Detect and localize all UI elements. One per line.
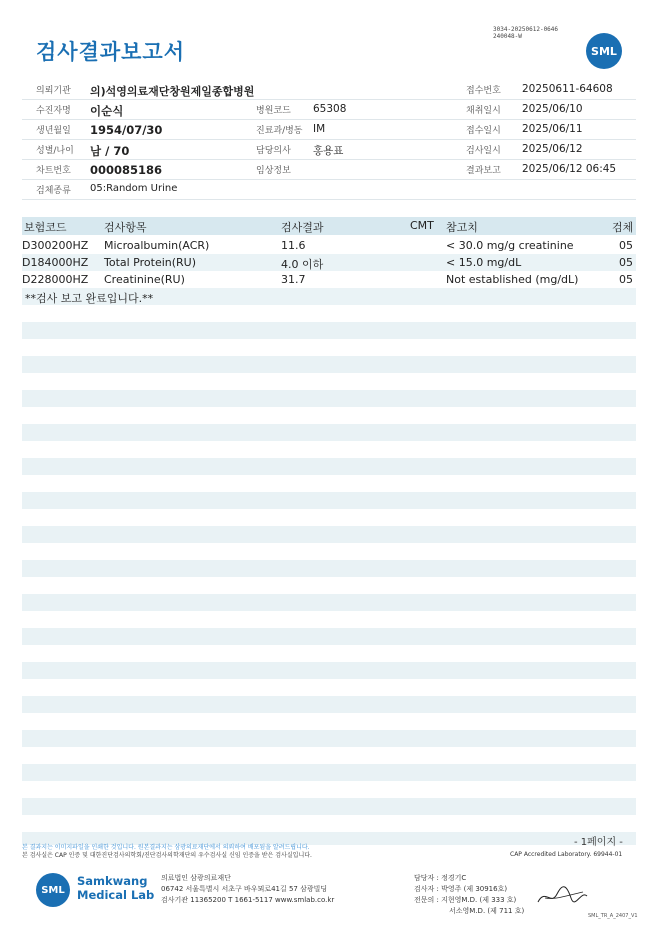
form-code: SML_TR_A_2407_V1 — [588, 913, 638, 919]
empty-row-band — [22, 526, 636, 543]
info-row — [22, 79, 636, 100]
receipt-no: 20250611-64608 — [522, 83, 613, 95]
table-row — [22, 288, 636, 305]
doctor-label: 담당의사 — [256, 146, 291, 156]
empty-row-band — [22, 356, 636, 373]
birth-date: 1954/07/30 — [90, 123, 163, 137]
row-code: D300200HZ — [22, 239, 89, 252]
collection-date: 2025/06/10 — [522, 103, 583, 115]
row-specimen: 05 — [619, 273, 633, 286]
row-result: 4.0 이하 — [281, 258, 324, 271]
row-item: Creatinine(RU) — [104, 273, 185, 286]
empty-row-band — [22, 390, 636, 407]
examinee-name: 이순식 — [90, 104, 124, 118]
page-number: - 1페이지 - — [574, 837, 623, 848]
empty-row-band — [22, 764, 636, 781]
org-address: 06742 서울특별시 서초구 바우뫼로41길 57 삼광빌딩 — [161, 885, 328, 893]
brand-line1: Samkwang — [77, 874, 148, 888]
table-row — [22, 254, 636, 271]
report-date: 2025/06/12 06:45 — [522, 163, 617, 175]
staff-line: 전문의 : 지현영M.D. (제 333 호) — [414, 896, 517, 904]
empty-row-band — [22, 628, 636, 645]
document-code-line2: 240048-W — [493, 33, 522, 40]
row-item: Microalbumin(ACR) — [104, 239, 210, 252]
empty-row-band — [22, 662, 636, 679]
receipt-date: 2025/06/11 — [522, 123, 583, 135]
row-item: Total Protein(RU) — [104, 256, 197, 269]
row-specimen: 05 — [619, 256, 633, 269]
hospital-code-label: 병원코드 — [256, 106, 291, 116]
doctor: 홍용표 — [313, 145, 344, 157]
info-row — [22, 179, 636, 200]
results-table-header — [22, 217, 636, 235]
empty-row-band — [22, 492, 636, 509]
dept: IM — [313, 123, 326, 135]
empty-row-band — [22, 458, 636, 475]
row-code: D184000HZ — [22, 256, 89, 269]
table-row — [22, 237, 636, 254]
footer-disclaimer: 본 결과지는 이미지파일을 인쇄한 것입니다. 원본결과지는 삼광의료재단에서 의뢰하여 배포됨을 알려드립니다. — [22, 844, 310, 851]
brand-line2: Medical Lab — [77, 888, 155, 902]
document-code-line1: 3034-20250612-0646 — [493, 26, 559, 33]
clinical-info-label: 임상정보 — [256, 166, 291, 176]
completion-note: **검사 보고 완료입니다.** — [25, 292, 154, 305]
info-row — [22, 119, 636, 140]
empty-row-band — [22, 730, 636, 747]
table-row — [22, 271, 636, 288]
birth-label: 생년월일 — [36, 126, 71, 136]
row-result: 31.7 — [281, 273, 306, 286]
sml-logo: SML — [586, 33, 622, 69]
specimen-type-label: 검체종류 — [36, 186, 71, 196]
sex-age-label: 성별/나이 — [36, 146, 74, 156]
examinee-label: 수진자명 — [36, 106, 71, 116]
col-reference: 참고치 — [446, 221, 478, 234]
row-specimen: 05 — [619, 239, 633, 252]
requesting-org: 의)석영의료재단창원제일종합병원 — [90, 85, 255, 98]
dept-label: 진료과/병동 — [256, 126, 303, 136]
info-row — [22, 99, 636, 120]
col-cmt: CMT — [410, 219, 434, 232]
sml-logo-footer: SML — [36, 873, 70, 907]
specimen-type: 05:Random Urine — [90, 183, 178, 194]
report-title: 검사결과보고서 — [36, 40, 186, 64]
document-code — [493, 26, 558, 40]
empty-row-band — [22, 696, 636, 713]
chart-no: 000085186 — [90, 163, 163, 177]
receipt-no-label: 접수번호 — [466, 86, 501, 96]
hospital-code: 65308 — [313, 103, 347, 115]
empty-row-band — [22, 560, 636, 577]
empty-row-band — [22, 322, 636, 339]
row-result: 11.6 — [281, 239, 306, 252]
org-name: 의료법인 삼광의료재단 — [161, 874, 231, 882]
staff-line: 담당자 : 정경기C — [414, 874, 467, 882]
cap-accreditation: CAP Accredited Laboratory. 69944-01 — [510, 851, 623, 858]
row-reference: Not established (mg/dL) — [446, 273, 579, 286]
row-code: D228000HZ — [22, 273, 89, 286]
empty-row-band — [22, 594, 636, 611]
row-reference: < 30.0 mg/g creatinine — [446, 239, 574, 252]
org-contact: 검사기관 11365200 T 1661-5117 www.smlab.co.kr — [161, 896, 335, 904]
test-date: 2025/06/12 — [522, 143, 583, 155]
receipt-date-label: 접수일시 — [466, 126, 501, 136]
requesting-org-label: 의뢰기관 — [36, 86, 71, 96]
col-code: 보험코드 — [24, 221, 67, 234]
info-row — [22, 159, 636, 180]
empty-row-band — [22, 424, 636, 441]
info-row — [22, 139, 636, 160]
row-reference: < 15.0 mg/dL — [446, 256, 522, 269]
empty-row-band — [22, 798, 636, 815]
brand-name — [77, 874, 154, 902]
staff-line: 검사자 : 박영주 (제 30916호) — [414, 885, 508, 893]
report-date-label: 결과보고 — [466, 166, 501, 176]
collection-date-label: 채취일시 — [466, 106, 501, 116]
footer-accreditation-note: 본 검사실은 CAP 인증 및 대한진단검사의학회/진단검사의학재단의 우수검사실 신임 인증을 받은 검사실입니다. — [22, 852, 312, 859]
sex-age: 남 / 70 — [90, 144, 130, 158]
col-specimen: 검체 — [612, 221, 634, 234]
chart-no-label: 차트번호 — [36, 166, 71, 176]
signature-icon — [535, 880, 591, 910]
staff-line: 서소영M.D. (제 711 호) — [449, 907, 525, 915]
col-item: 검사항목 — [104, 221, 147, 234]
col-result: 검사결과 — [281, 221, 324, 234]
test-date-label: 검사일시 — [466, 146, 501, 156]
